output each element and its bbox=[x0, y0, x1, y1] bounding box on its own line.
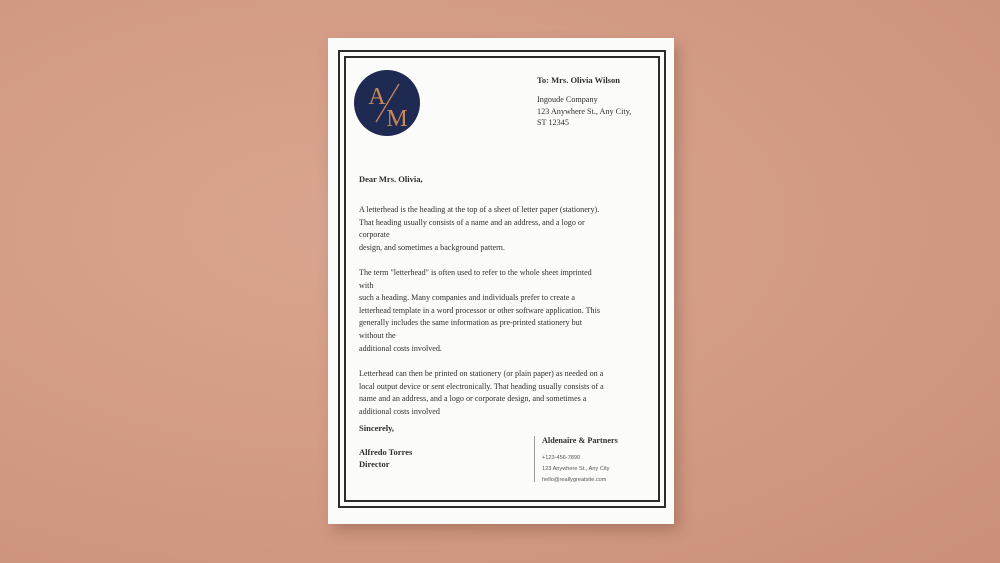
paragraph-line: local output device or sent electronically. That heading usually consists of a bbox=[359, 381, 604, 391]
letter-closing: Sincerely, bbox=[359, 423, 395, 433]
company-address: 123 Anywhere St., Any City bbox=[542, 466, 610, 472]
logo-initial-second: M bbox=[386, 106, 408, 132]
paragraph-line: design, and sometimes a background pattern. bbox=[359, 242, 505, 252]
paragraph-line: A letterhead is the heading at the top of a sheet of letter paper (stationery). bbox=[359, 205, 600, 214]
monogram-logo bbox=[354, 70, 420, 136]
paragraph-line: additional costs involved. bbox=[359, 343, 442, 353]
paragraph-line: corporate bbox=[359, 230, 390, 240]
signer-name: Alfredo Torres bbox=[359, 447, 413, 457]
signer-block bbox=[359, 447, 412, 470]
letter-paragraph-3 bbox=[359, 368, 649, 418]
paragraph-line: additional costs involved bbox=[359, 406, 440, 416]
paragraph-line: name and an address, and a logo or corporate design, and sometimes a bbox=[359, 394, 587, 404]
recipient-address-line: Ingoude Company bbox=[537, 95, 598, 104]
monogram-logo-icon bbox=[354, 70, 420, 136]
paragraph-line: without the bbox=[359, 330, 396, 340]
recipient-line: To: Mrs. Olivia Wilson bbox=[537, 75, 620, 85]
logo-initial-first: A bbox=[368, 84, 386, 110]
paragraph-line: with bbox=[359, 280, 374, 290]
letter-paragraph-2 bbox=[359, 267, 649, 355]
letter-paragraph-1 bbox=[359, 204, 649, 254]
paragraph-line: such a heading. Many companies and individuals prefer to create a bbox=[359, 293, 575, 303]
recipient-address-line: 123 Anywhere St., Any City, bbox=[537, 106, 632, 116]
recipient-address bbox=[537, 94, 631, 129]
company-phone: +123-456-7890 bbox=[542, 455, 581, 461]
recipient-address-line: ST 12345 bbox=[537, 118, 569, 127]
letter-greeting: Dear Mrs. Olivia, bbox=[359, 174, 423, 184]
signer-title: Director bbox=[359, 458, 390, 469]
paragraph-line: That heading usually consists of a name and an address, and a logo or bbox=[359, 217, 585, 227]
paragraph-line: Letterhead can then be printed on stationery (or plain paper) as needed on a bbox=[359, 369, 604, 378]
letterhead-page bbox=[328, 38, 674, 524]
company-name: Aldenaire & Partners bbox=[542, 436, 618, 445]
company-contact bbox=[542, 453, 609, 486]
paragraph-line: generally includes the same information as pre-printed stationery but bbox=[359, 318, 582, 328]
footer-divider bbox=[534, 436, 535, 482]
paragraph-line: letterhead template in a word processor or other software application. This bbox=[359, 305, 601, 315]
paragraph-line: The term "letterhead" is often used to refer to the whole sheet imprinted bbox=[359, 268, 592, 277]
company-email: hello@reallygreatsite.com bbox=[542, 477, 607, 483]
